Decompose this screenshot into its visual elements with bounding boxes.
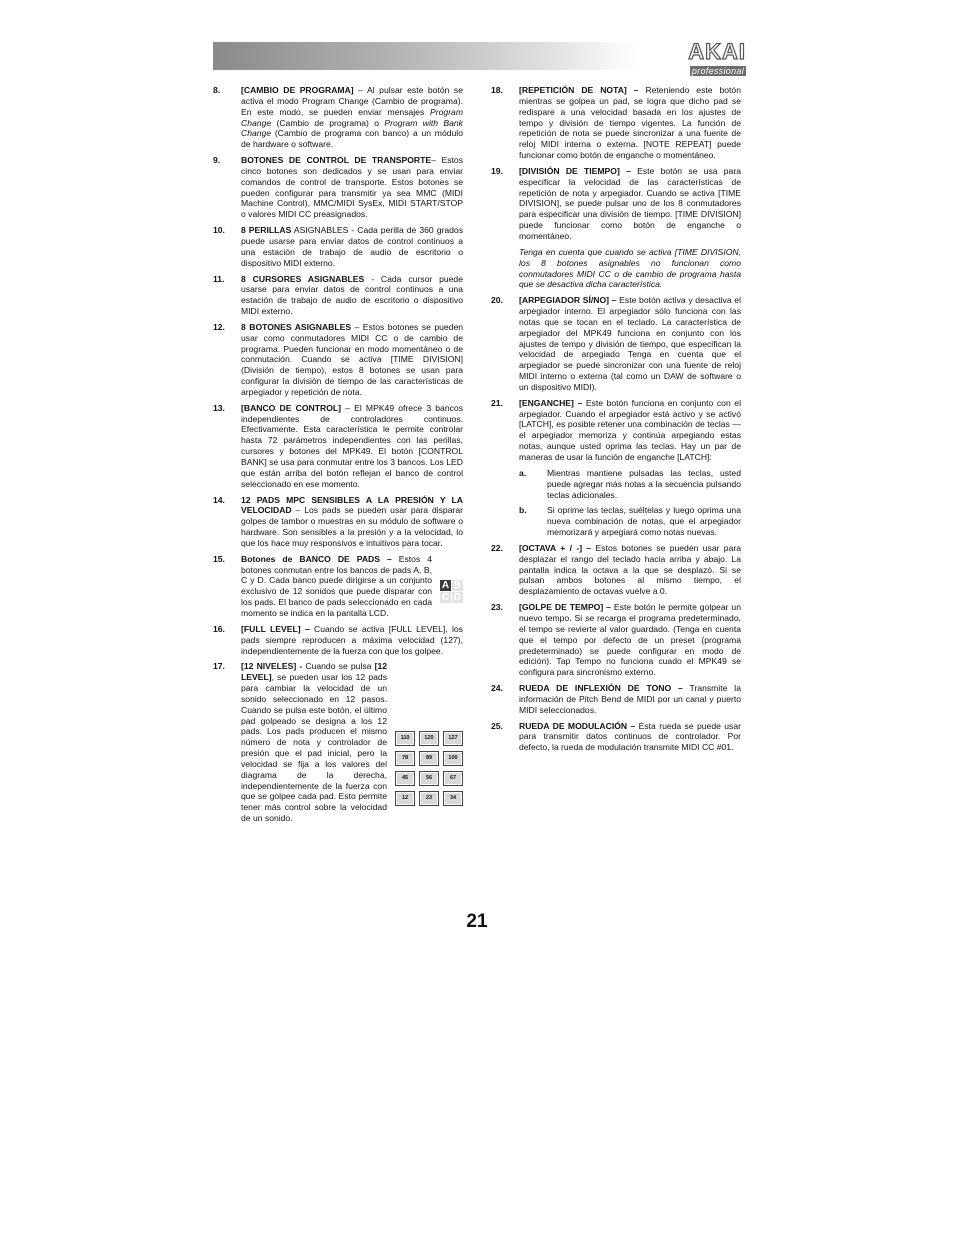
velocity-pad: 100 <box>443 751 463 766</box>
list-item: 17. 110 120 127 78 89 100 45 56 67 12 23 34 [12 NIVELES] - Cuando se pulsa [12 LEVEL], se pueden usar los 12 pads para cambiar la velocidad de un sonido seleccionado en 12 pasos. Cuando se pulsa este botón, el último pad golpeado se designa a los 12 pads. Los pads producen el mismo número de nota y controlador de presión que el pad inicial, pero la velocidad se fija a los valores del diagrama de la derecha, independientemente de la fuerza con que se golpee cada pad. Esto permite tener más control sobre la velocidad de un sonido. <box>213 661 463 824</box>
list-item: 25. RUEDA DE MODULACIÓN – Esta rueda se puede usar para transmitir datos continuos de controlador. Por defecto, la rueda de modulación transmite MIDI CC #01. <box>491 720 741 753</box>
pad-bank-b: B <box>453 579 462 591</box>
pad-bank-c: C <box>441 591 450 603</box>
note-text: Tenga en cuenta que cuando se activa [TIME DIVISION, los 8 botones asignables no funcionan como conmutadores MIDI CC o de cambio de programa hasta que se desactiva dicha característica. <box>519 246 741 290</box>
right-column <box>491 85 741 758</box>
velocity-pad: 127 <box>443 731 463 746</box>
brand-name: AKAI <box>688 39 746 64</box>
sub-item: b. Si oprime las teclas, suéltelas y luego oprima una nueva combinación de notas, que el arpegiador memorizará y arpegiará como notas nuevas. <box>519 505 741 538</box>
left-column <box>213 85 463 829</box>
list-item: 22. [OCTAVA + / -] – Estos botones se pueden usar para desplazar el rango del teclado hacia arriba y abajo. La pantalla indica la octava a la que se desplazó. Si se pulsan ambos botones al mismo tiempo, el desplazamiento de octavas vuelve a 0. <box>491 542 742 597</box>
sub-item: a. Mientras mantiene pulsadas las teclas, usted puede agregar más notas a la secuencia pulsando teclas adicionales. <box>519 467 741 500</box>
brand-sub: professional <box>691 66 744 76</box>
list-item: 9. BOTONES DE CONTROL DE TRANSPORTE– Estos cinco botones son dedicados y se usan para enviar comandos de control de transporte. Estos botones se pueden configurar para transmitir ya sea MMC (MIDI Machine Control), MMC/MIDI SysEx, MIDI START/STOP o valores MIDI CC preasignados. <box>213 155 463 220</box>
velocity-pad: 78 <box>395 751 415 766</box>
velocity-pad: 89 <box>419 751 439 766</box>
velocity-pad: 34 <box>443 791 463 806</box>
velocity-pad: 23 <box>419 791 439 806</box>
list-item: 8. [CAMBIO DE PROGRAMA] – Al pulsar este botón se activa el modo Program Change (Cambio de programa). En este modo, se pueden enviar mensajes Program Change (Cambio de programa) o Program with Bank Change (Cambio de programa con banco) a un módulo de hardware o software. <box>213 85 463 150</box>
velocity-pad: 12 <box>395 791 415 806</box>
list-item: 12. 8 BOTONES ASIGNABLES – Estos botones se pueden usar como conmutadores MIDI CC o de cambio de programa. Pueden funcionar en modo momentáneo o de conmutación. Cuando se activa [TIME DIVISION] (División de tiempo), estos 8 botones se usan para configurar la división de tiempo de las características de arpegiador y repetición de nota. <box>213 321 464 397</box>
akai-logo <box>666 39 746 76</box>
list-item: 11. 8 CURSORES ASIGNABLES - Cada cursor puede usarse para enviar datos de control continuos a una estación de trabajo de audio de escritorio o dispositivo MIDI externo. <box>213 273 463 317</box>
list-item: 15. A B C D Botones de BANCO DE PADS – Estos 4 botones conmutan entre los bancos de pads A, B, C y D. Cada banco puede dirigirse a un conjunto exclusivo de 12 sonidos que puede disparar con los pads. El banco de pads seleccionado en cada momento se indica en la pantalla LCD. <box>213 553 462 618</box>
page-number: 21 <box>466 911 488 932</box>
list-item: 24. RUEDA DE INFLEXIÓN DE TONO – Transmite la información de Pitch Bend de MIDI por un canal y puerto MIDI seleccionados. <box>491 683 741 715</box>
pad-bank-diagram <box>440 580 463 603</box>
list-item: 18. [REPETICIÓN DE NOTA] – Reteniendo este botón mientras se golpea un pad, se logra que dicho pad se redispare a una velocidad basada en los ajustes de tempo y división de tiempo vigentes. La función de repetición de nota se puede sincronizar a una fuente de reloj MIDI interna o externa. [NOTE REPEAT] puede funcionar como botón de enganche o momentáneo. <box>491 85 741 161</box>
list-item: 21. [ENGANCHE] – Este botón funciona en conjunto con el arpegiador. Cuando el arpegiador está activo y se activó [LATCH], es posible retener una combinación de teclas —el arpegiador memoriza y continúa arpegiando estas notas, aunque usted oprima las teclas. Hay un par de maneras de usar la función de enganche [LATCH]: <box>491 397 741 462</box>
velocity-pad: 110 <box>395 731 415 746</box>
pad-bank-a: A <box>441 579 450 591</box>
list-item: 14. 12 PADS MPC SENSIBLES A LA PRESIÓN Y LA VELOCIDAD – Los pads se pueden usar para disparar golpes de tambor o muestras en su módulo de software o hardware. Son sensibles a la presión y a la velocidad, lo que los hace muy responsivos e intuitivos para tocar. <box>213 494 463 548</box>
list-item: 23. [GOLPE DE TEMPO] – Este botón le permite golpear un nuevo tempo. Si se recarga el programa predeterminado, el tempo se revierte al valor guardado. (Tenga en cuenta que el tempo por defecto de un preset (programa predeterminado) se puede configurar en modo de edición). Tap Tempo no funciona cuado el MPK49 se configura para sincronismo externo. <box>491 602 741 678</box>
velocity-pad: 67 <box>443 771 463 786</box>
velocity-pad: 120 <box>419 731 439 746</box>
list-item: 16. [FULL LEVEL] – Cuando se activa [FULL LEVEL], los pads siempre reproducen a máxima velocidad (127), independientemente de la fuerza con que los golpee. <box>213 623 463 656</box>
pad-bank-d: D <box>453 591 462 603</box>
list-item: 13. [BANCO DE CONTROL] – El MPK49 ofrece 3 bancos independientes de controladores continuos. Efectivamente. Esta característica le permite controlar hasta 72 parámetros independientes con las perillas, cursores y botones del MPK49. El botón [CONTROL BANK] se usa para conmutar entre los 3 bancos. Los LED que están arriba del botón reflejan el banco de control seleccionado en ese momento. <box>213 402 463 489</box>
velocity-pad: 56 <box>419 771 439 786</box>
header-bar <box>213 39 746 76</box>
list-item: 20. [ARPEGIADOR SÍ/NO] – Este botón activa y desactiva el arpegiador interno. El arpegiador sólo funciona con las notas que se tocan en el teclado. La característica de arpegiador del MPK49 funciona en conjunto con los ajustes de tempo y división de tiempo, que especifican la velocidad de arpegiado Tenga en cuenta que el arpegiador se puede sincronizar con una fuente de reloj MIDI interno o externa (tal como un DAW de software o un dispositivo MIDI). <box>491 295 741 392</box>
list-item: 10. 8 PERILLAS ASIGNABLES - Cada perilla de 360 grados puede usarse para enviar datos de control continuos a una estación de trabajo de audio de escritorio o dispositivo MIDI externo. <box>213 225 463 268</box>
velocity-pad-diagram <box>395 731 463 806</box>
velocity-pad: 45 <box>395 771 415 786</box>
list-item: 19. [DIVISIÓN DE TIEMPO] – Este botón se usa para especificar la velocidad de las características de repetición de nota y arpegiador. Cuando se activa [TIME DIVISION], se puede pulsar uno de los 8 conmutadores para especificar una división de tiempo. [TIME DIVISION] puede funcionar como botón de enganche o momentáneo. <box>491 165 741 241</box>
